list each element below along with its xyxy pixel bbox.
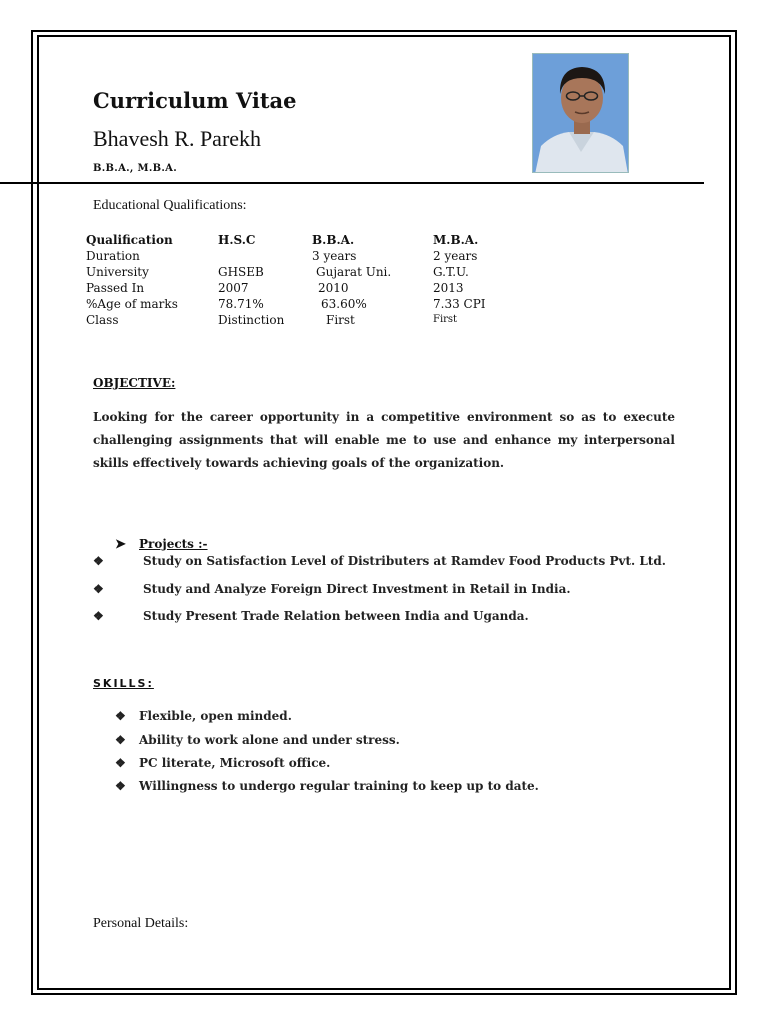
table-cell: 2007 bbox=[218, 281, 249, 295]
diamond-bullet-icon: ❖ bbox=[93, 554, 104, 568]
diamond-bullet-icon: ❖ bbox=[115, 733, 126, 747]
objective-heading: OBJECTIVE: bbox=[93, 376, 176, 390]
table-cell: %Age of marks bbox=[86, 297, 178, 311]
table-cell: Passed In bbox=[86, 281, 145, 295]
list-item bbox=[115, 733, 400, 747]
skill-text: Flexible, open minded. bbox=[139, 709, 292, 723]
table-cell: 2 years bbox=[433, 249, 478, 263]
table-cell: 2010 bbox=[318, 281, 349, 295]
skills-heading: SKILLS: bbox=[93, 677, 154, 690]
diamond-bullet-icon: ❖ bbox=[93, 582, 104, 596]
table-row bbox=[86, 296, 513, 312]
diamond-bullet-icon: ❖ bbox=[115, 709, 126, 723]
diamond-bullet-icon: ❖ bbox=[93, 609, 104, 623]
table-row bbox=[86, 264, 513, 280]
diamond-bullet-icon: ❖ bbox=[115, 779, 126, 793]
list-item bbox=[93, 582, 571, 596]
skill-text: Ability to work alone and under stress. bbox=[139, 733, 400, 747]
personal-details-heading: Personal Details: bbox=[93, 916, 189, 931]
list-item bbox=[115, 779, 539, 793]
table-cell: 2013 bbox=[433, 281, 464, 295]
table-cell bbox=[218, 248, 312, 264]
projects-heading-label: Projects :- bbox=[139, 537, 208, 551]
table-row bbox=[86, 312, 513, 328]
table-header-cell: M.B.A. bbox=[433, 233, 479, 247]
profile-photo bbox=[532, 53, 629, 173]
document-title: Curriculum Vitae bbox=[93, 88, 297, 113]
table-cell: Distinction bbox=[218, 313, 285, 327]
project-text: Study Present Trade Relation between India and Uganda. bbox=[143, 609, 529, 623]
table-cell: 78.71% bbox=[218, 297, 264, 311]
table-cell: Class bbox=[86, 313, 119, 327]
project-text: Study and Analyze Foreign Direct Investment in Retail in India. bbox=[143, 582, 571, 596]
table-cell: GHSEB bbox=[218, 265, 264, 279]
table-header-cell: H.S.C bbox=[218, 233, 256, 247]
list-item bbox=[93, 554, 666, 568]
table-cell: Gujarat Uni. bbox=[316, 265, 392, 279]
table-header-cell: B.B.A. bbox=[312, 233, 355, 247]
table-cell: G.T.U. bbox=[433, 265, 469, 279]
table-header-row bbox=[86, 232, 513, 248]
table-cell: 3 years bbox=[312, 249, 357, 263]
diamond-bullet-icon: ❖ bbox=[115, 756, 126, 770]
project-text: Study on Satisfaction Level of Distributers at Ramdev Food Products Pvt. Ltd. bbox=[143, 554, 666, 568]
list-item bbox=[93, 609, 529, 623]
person-photo-icon bbox=[533, 54, 629, 173]
candidate-degrees: B.B.A., M.B.A. bbox=[93, 163, 177, 174]
candidate-name: Bhavesh R. Parekh bbox=[93, 126, 262, 151]
table-cell: First bbox=[326, 313, 355, 327]
table-cell: 7.33 CPI bbox=[433, 297, 486, 311]
skill-text: Willingness to undergo regular training to keep up to date. bbox=[139, 779, 539, 793]
list-item bbox=[115, 709, 292, 723]
list-item bbox=[115, 756, 330, 770]
header-divider bbox=[0, 182, 704, 184]
table-cell: University bbox=[86, 265, 149, 279]
table-cell: Duration bbox=[86, 249, 140, 263]
table-header-cell: Qualification bbox=[86, 233, 173, 247]
qualifications-table bbox=[86, 232, 513, 328]
education-heading: Educational Qualifications: bbox=[93, 198, 247, 213]
page-border-inner bbox=[37, 35, 731, 990]
projects-heading bbox=[115, 537, 208, 552]
arrow-bullet-icon: ➤ bbox=[115, 537, 126, 552]
table-row bbox=[86, 248, 513, 264]
table-cell: First bbox=[433, 314, 458, 325]
table-row bbox=[86, 280, 513, 296]
objective-text: Looking for the career opportunity in a competitive environment so as to execute challenging assignments that will enable me to use and enhance my interpersonal skills effectively towards achieving goals of the organization. bbox=[93, 410, 675, 470]
table-cell: 63.60% bbox=[321, 297, 367, 311]
skill-text: PC literate, Microsoft office. bbox=[139, 756, 331, 770]
